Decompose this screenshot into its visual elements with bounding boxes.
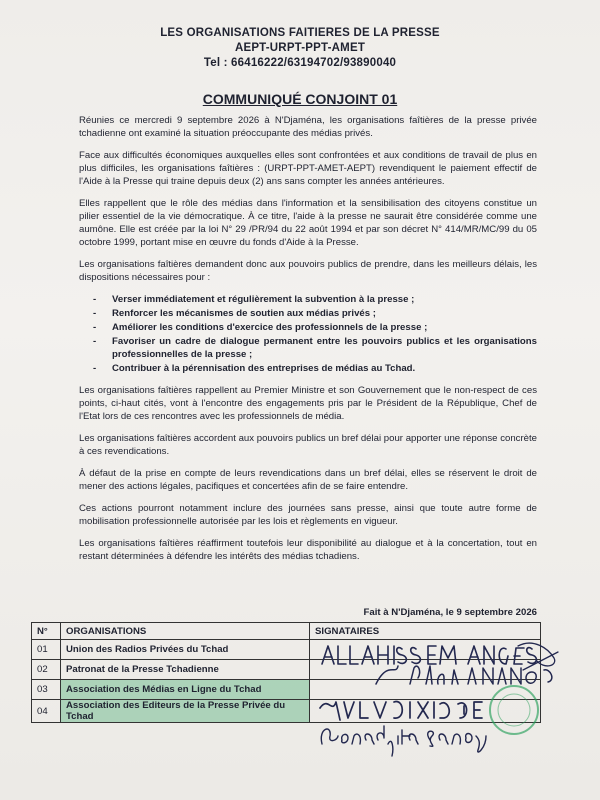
signature-mark [321, 726, 486, 756]
organisation-name: Patronat de la Presse Tchadienne [61, 660, 310, 680]
row-number: 03 [32, 680, 61, 700]
column-header-number: N° [32, 623, 61, 640]
list-item-text: Contribuer à la pérennisation des entreprises de médias au Tchad. [112, 363, 416, 374]
paragraph: À défaut de la prise en compte de leurs revendications dans un bref délai, elles se réservent le droit de mener des actions légales, pacifiques et concertées afin de se faire entendre. [79, 468, 537, 492]
table-header-row [32, 623, 541, 640]
table-row [32, 680, 541, 700]
paragraph: Les organisations faîtières demandent donc aux pouvoirs publics de prendre, dans les meilleurs délais, les dispositions nécessaires pour : [79, 259, 537, 283]
signoff-date-line: Fait à N'Djaména, le 9 septembre 2026 [363, 607, 537, 618]
letterhead-line-1: LES ORGANISATIONS FAITIERES DE LA PRESSE [160, 27, 440, 39]
bullet-marker: - [93, 336, 97, 347]
row-number: 01 [32, 640, 61, 660]
paragraph: Les organisations faîtières rappellent au Premier Ministre et son Gouvernement que le non-respect de ces points, ci-haut cités, vont à l'encontre des engagements pris par le Président de la République, Chef de l'Etat lors de ces rencontres avec les professionnels de média. [79, 385, 537, 422]
demands-list [79, 293, 537, 375]
signatories-table [31, 622, 541, 723]
column-header-organisations: ORGANISATIONS [61, 623, 310, 640]
bullet-marker: - [93, 363, 97, 374]
list-item [79, 335, 537, 361]
list-item-text: Renforcer les mécanismes de soutien aux médias privés ; [112, 308, 376, 319]
bullet-marker: - [93, 322, 97, 333]
list-item-text: Verser immédiatement et régulièrement la subvention à la presse ; [112, 294, 415, 305]
table-row [32, 660, 541, 680]
signature-cell [310, 680, 541, 700]
table-row [32, 640, 541, 660]
row-number: 04 [32, 700, 61, 723]
list-item-text: Favoriser un cadre de dialogue permanent entre les pouvoirs publics et les organisations professionnelles de la presse ; [112, 336, 537, 360]
list-item [79, 307, 537, 320]
signature-cell [310, 700, 541, 723]
letterhead [0, 26, 600, 71]
bullet-marker: - [93, 294, 97, 305]
list-item [79, 293, 537, 306]
paragraph: Les organisations faîtières réaffirment toutefois leur disponibilité au dialogue et à la concertation, tout en restant déterminées à défendre les intérêts des médias tchadiens. [79, 538, 537, 562]
organisation-name: Union des Radios Privées du Tchad [61, 640, 310, 660]
list-item [79, 321, 537, 334]
document-title: COMMUNIQUÉ CONJOINT 01 [202, 91, 398, 107]
organisation-name: Association des Médias en Ligne du Tchad [61, 680, 310, 700]
paragraph: Les organisations faîtières accordent aux pouvoirs publics un bref délai pour apporter une réponse concrète à ces revendications. [79, 433, 537, 457]
list-item-text: Améliorer les conditions d'exercice des professionnels de la presse ; [112, 322, 428, 333]
paragraph: Elles rappellent que le rôle des médias dans l'information et la sensibilisation des citoyens constitue un pilier essentiel de la vie démocratique. À ce titre, l'aide à la presse ne saurait être considérée comme une aumône. Elle est créée par la loi N° 29 /PR/94 du 22 août 1994 et par son décret N° 414/MR/MC/99 du 05 octobre 1999, portant mise en œuvre du fonds d'Aide à la Presse. [79, 198, 537, 248]
paragraph: Ces actions pourront notamment inclure des journées sans presse, ainsi que toute autre forme de mobilisation professionnelle autorisée par les lois et règlements en vigueur. [79, 503, 537, 527]
bullet-marker: - [93, 308, 97, 319]
paragraph: Face aux difficultés économiques auxquelles elles sont confrontées et aux conditions de travail de plus en plus difficiles, les organisations faîtières : (URPT-PPT-AMET-AEPT) revendiquent le paiement effectif de l'Aide à la Presse qui traine depuis deux (2) ans sans compter les années antérieures. [79, 150, 537, 187]
document-body [79, 114, 537, 572]
column-header-signatories: SIGNATAIRES [310, 623, 541, 640]
paragraph: Réunies ce mercredi 9 septembre 2026 à N'Djaména, les organisations faîtières de la presse privée tchadienne ont examiné la situation préoccupante des médias privés. [79, 115, 537, 139]
organisation-name: Association des Editeurs de la Presse Privée du Tchad [61, 700, 310, 723]
letterhead-line-2: AEPT-URPT-PPT-AMET [234, 42, 366, 54]
signature-cell [310, 640, 541, 660]
letterhead-phone: Tel : 66416222/63194702/93890040 [203, 57, 397, 69]
row-number: 02 [32, 660, 61, 680]
table-row [32, 700, 541, 723]
signature-cell [310, 660, 541, 680]
list-item [79, 362, 537, 375]
